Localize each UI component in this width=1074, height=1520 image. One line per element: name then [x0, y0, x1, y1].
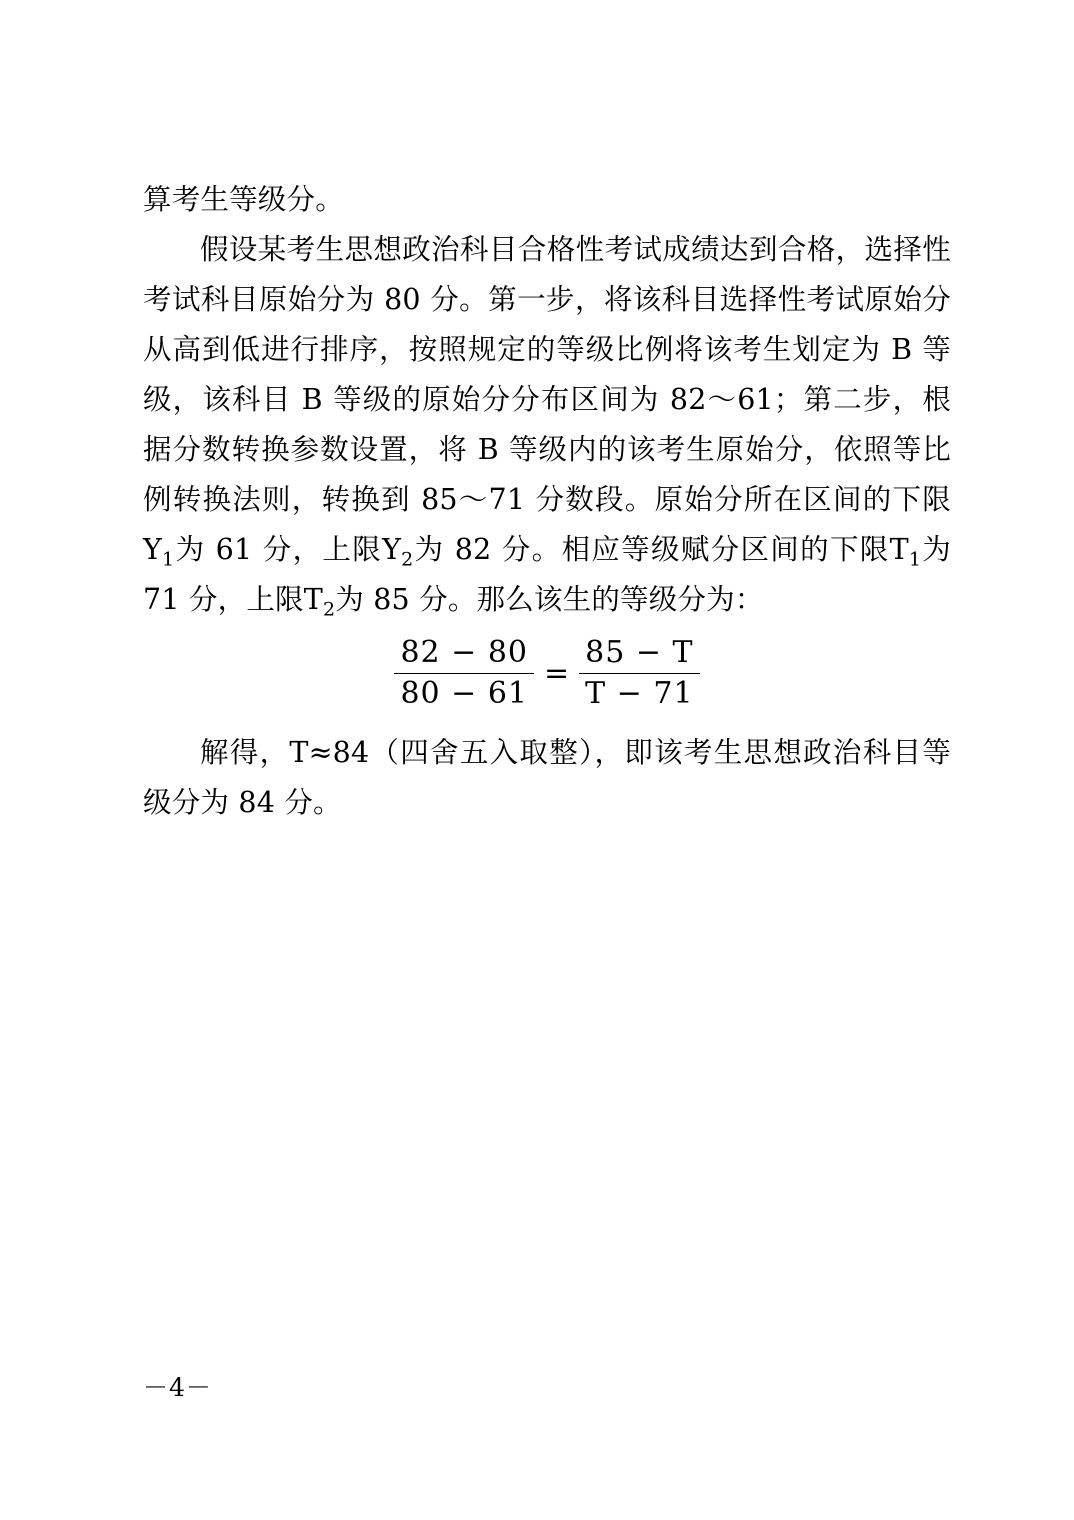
formula-right-fraction [579, 635, 699, 712]
variable-y1: $Y_1$ [143, 533, 175, 571]
formula-equals-sign: = [544, 655, 570, 691]
formula-right-numerator: 85 − T [585, 635, 694, 670]
t1-clause: 为 71 分，上限 [143, 533, 952, 616]
formula-right-denominator: T − 71 [579, 673, 699, 712]
formula-left-denominator: 80 − 61 [394, 673, 534, 712]
paragraph-conclusion: 解得，T≈84（四舍五入取整），即该考生思想政治科目等级分为 84 分。 [143, 736, 951, 819]
y1-clause: 为 61 分，上限 [174, 533, 383, 566]
paragraph-example [143, 225, 951, 625]
formula-equation [394, 635, 699, 712]
variable-t2: $T_2$ [303, 583, 336, 621]
page-content [143, 175, 951, 828]
paragraph-example-text: 假设某考生思想政治科目合格性考试成绩达到合格，选择性考试科目原始分为 80 分。第一步，将该科目选择性考试原始分从高到低进行排序，按照规定的等级比例将该考生划定为 B 等级，该科目 B 等级的原始分分布区间为 82～61；第二步，根据分数转换参数设置，将 B 等级内的该考生原始分，依照等比例转换法则，转换到 85～71 分数段。原始分所在区间的下限 [143, 233, 951, 516]
paragraph-continuation: 算考生等级分。 [143, 183, 344, 216]
y2-clause: 为 82 分。相应等级赋分区间的下限 [413, 533, 890, 566]
variable-t1: $T_1$ [889, 533, 922, 571]
t2-clause: 为 85 分。那么该生的等级分为： [335, 583, 764, 616]
conversion-formula [143, 635, 951, 712]
variable-y2: $Y_2$ [382, 533, 414, 571]
page-number: －4－ [143, 1373, 212, 1402]
formula-left-fraction [394, 635, 534, 712]
formula-left-numerator: 82 − 80 [400, 635, 528, 670]
